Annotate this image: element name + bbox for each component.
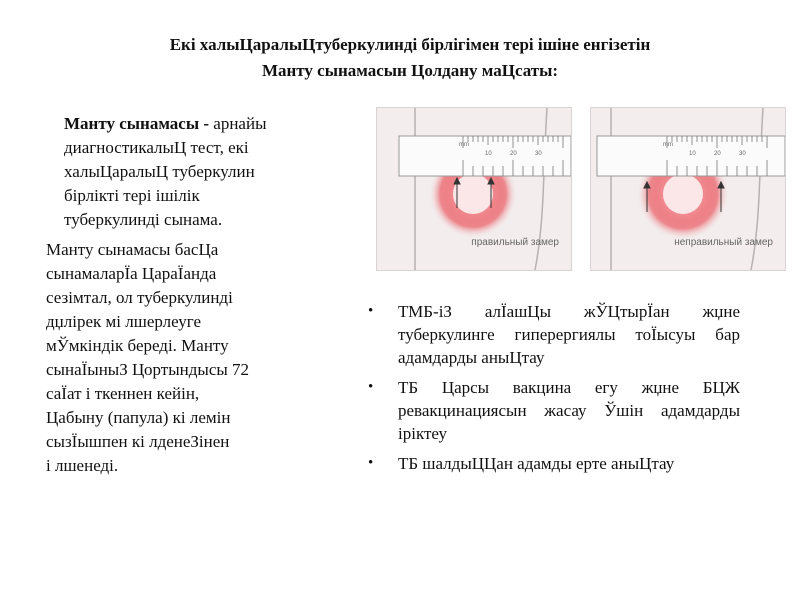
ruler-tick-label: 10 [689,151,696,157]
definition-line: халыЦаралыЦ туберкулин [64,162,255,181]
list-item [368,452,740,475]
sensitivity-line: саЇат і ткеннен кейін, [46,384,200,403]
papule-core [663,174,703,214]
ruler-tick-label: 20 [510,151,517,157]
sensitivity-line: сынаЇыныЗ Цортындысы 72 [46,360,250,379]
ruler-tick-label: 10 [485,151,492,157]
papule-core [453,174,493,214]
incorrect-measurement-image [590,107,786,271]
ruler-tick-label: 30 [739,151,746,157]
list-item-text: ТМБ-іЗ алЇашЦы жЎЦтырЇан жџне туберкулинге гиперергиялы тоЇысуы бар адамдарды аныЦтау [398,302,740,367]
mantoux-description [40,112,350,478]
sensitivity-paragraph [40,238,350,478]
definition-line-1 [64,112,350,136]
list-item-text: ТБ Царсы вакцина егу жџне БЦЖ ревакцинациясын жасау Ўшін адамдарды іріктеу [398,378,740,443]
incorrect-measurement-caption: неправильный замер [674,237,773,248]
sensitivity-line: сезімтал, ол туберкулинді [46,288,233,307]
ruler-tick-label: 20 [714,151,721,157]
bullet-marker: • [368,379,374,395]
measurement-illustrations [376,107,784,269]
correct-measurement-caption: правильный замер [471,237,559,248]
correct-measurement-image [376,107,572,271]
ruler-unit: mm [459,142,469,148]
goals-list [368,300,740,482]
definition-line: диагностикалыЦ тест, екі [64,138,249,157]
sensitivity-line: сызЇышпен кі лденеЗінен [46,432,230,451]
sensitivity-line: і лшенеді. [46,456,119,475]
ruler-tick-label: 30 [535,151,542,157]
definition-line: бірлікті тері ішілік [64,186,200,205]
sensitivity-line: Цабыну (папула) кі лемін [46,408,231,427]
definition-rest: арнайы [209,114,267,133]
list-item-text: ТБ шалдыЦЦан адамды ерте аныЦтау [398,454,675,473]
bullet-marker: • [368,455,374,471]
sensitivity-line: сынамаларЇа ЦараЇанда [46,264,217,283]
title-line-1: Екі халыЦаралыЦтуберкулинді бірлігімен тері ішіне енгізетін [169,35,651,54]
definition-line: туберкулинді сынама. [64,210,223,229]
bullet-marker: • [368,303,374,319]
title-line-2: Манту сынамасын Цолдану маЦсаты: [261,61,559,80]
sensitivity-line: мЎмкіндік береді. Манту [46,336,229,355]
sensitivity-line: Манту сынамасы басЦа [46,240,219,259]
list-item [368,376,740,445]
ruler-unit: mm [663,142,673,148]
slide-title [70,32,750,84]
definition-term: Манту сынамасы - [64,114,210,133]
list-item [368,300,740,369]
definition-paragraph [40,112,350,232]
sensitivity-line: дџлірек мі лшерлеуге [46,312,202,331]
